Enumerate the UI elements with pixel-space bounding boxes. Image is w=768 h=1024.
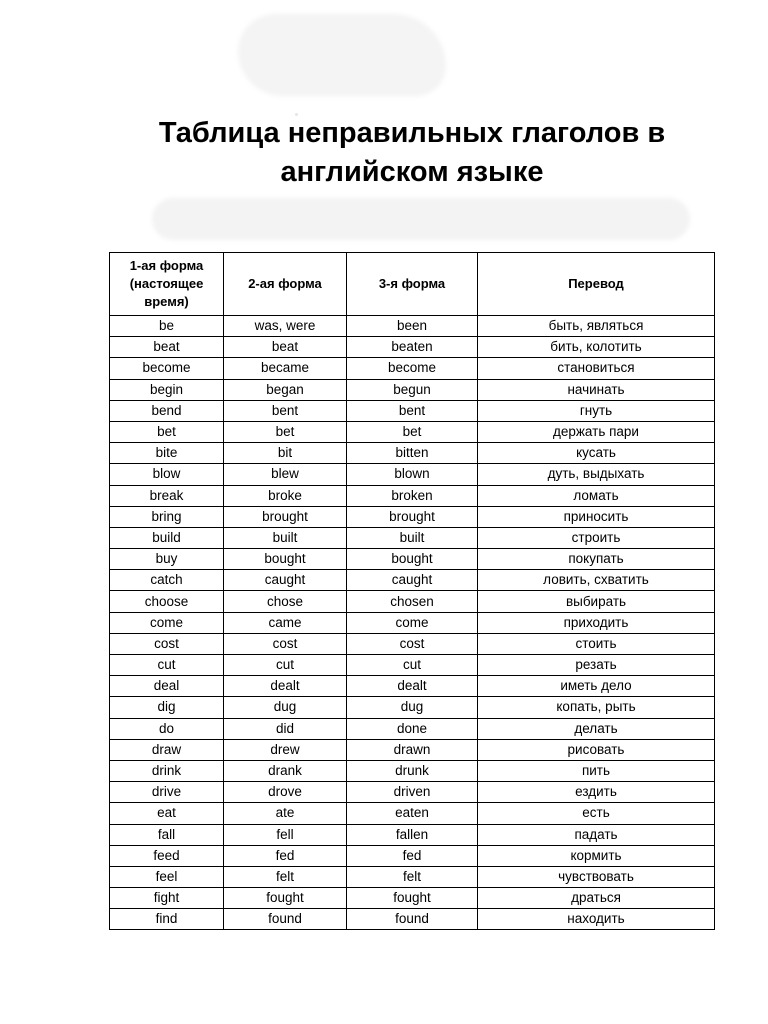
cell-form-1: drive	[110, 782, 224, 803]
cell-form-2: drew	[224, 739, 347, 760]
table-row	[110, 697, 715, 718]
cell-form-1: deal	[110, 676, 224, 697]
cell-form-1: feel	[110, 866, 224, 887]
cell-translation: начинать	[478, 379, 715, 400]
cell-form-1: bring	[110, 506, 224, 527]
cell-form-2: was, were	[224, 316, 347, 337]
cell-form-2: began	[224, 379, 347, 400]
cell-form-1: become	[110, 358, 224, 379]
header-form-1: 1-ая форма (настоящее время)	[110, 253, 224, 316]
cell-form-2: felt	[224, 866, 347, 887]
table-row	[110, 400, 715, 421]
cell-form-1: be	[110, 316, 224, 337]
cell-form-2: dealt	[224, 676, 347, 697]
cell-translation: выбирать	[478, 591, 715, 612]
cell-form-3: fallen	[347, 824, 478, 845]
cell-translation: иметь дело	[478, 676, 715, 697]
cell-form-3: done	[347, 718, 478, 739]
cell-form-1: begin	[110, 379, 224, 400]
cell-translation: копать, рыть	[478, 697, 715, 718]
cell-translation: гнуть	[478, 400, 715, 421]
cell-translation: приходить	[478, 612, 715, 633]
header-translation: Перевод	[478, 253, 715, 316]
cell-form-3: found	[347, 909, 478, 930]
cell-translation: бить, колотить	[478, 337, 715, 358]
cell-translation: пить	[478, 760, 715, 781]
table-row	[110, 379, 715, 400]
table-row	[110, 591, 715, 612]
cell-form-1: blow	[110, 464, 224, 485]
table-row	[110, 824, 715, 845]
cell-form-1: find	[110, 909, 224, 930]
cell-form-1: catch	[110, 570, 224, 591]
cell-translation: есть	[478, 803, 715, 824]
cell-translation: ловить, схватить	[478, 570, 715, 591]
table-row	[110, 612, 715, 633]
table-row	[110, 866, 715, 887]
cell-form-2: built	[224, 527, 347, 548]
cell-translation: рисовать	[478, 739, 715, 760]
cell-translation: кормить	[478, 845, 715, 866]
irregular-verbs-table	[109, 252, 715, 930]
cell-form-3: come	[347, 612, 478, 633]
table-row	[110, 676, 715, 697]
cell-form-3: chosen	[347, 591, 478, 612]
cell-translation: ездить	[478, 782, 715, 803]
cell-form-2: drove	[224, 782, 347, 803]
cell-form-1: bend	[110, 400, 224, 421]
cell-form-1: do	[110, 718, 224, 739]
table-row	[110, 506, 715, 527]
cell-form-3: bitten	[347, 443, 478, 464]
cell-form-2: cost	[224, 633, 347, 654]
header-form-3: 3-я форма	[347, 253, 478, 316]
cell-form-2: brought	[224, 506, 347, 527]
cell-form-1: build	[110, 527, 224, 548]
cell-form-2: found	[224, 909, 347, 930]
cell-form-3: cost	[347, 633, 478, 654]
page-title: Таблица неправильных глаголов в английском языке	[158, 117, 666, 188]
cell-form-3: fed	[347, 845, 478, 866]
cell-form-2: broke	[224, 485, 347, 506]
cell-translation: быть, являться	[478, 316, 715, 337]
cell-form-3: blown	[347, 464, 478, 485]
cell-form-3: become	[347, 358, 478, 379]
cell-form-3: brought	[347, 506, 478, 527]
table-row	[110, 782, 715, 803]
cell-form-3: drunk	[347, 760, 478, 781]
cell-form-3: drawn	[347, 739, 478, 760]
cell-form-3: beaten	[347, 337, 478, 358]
cell-form-2: fell	[224, 824, 347, 845]
cell-translation: дуть, выдыхать	[478, 464, 715, 485]
cell-translation: резать	[478, 655, 715, 676]
table-row	[110, 358, 715, 379]
cell-form-3: caught	[347, 570, 478, 591]
cell-form-1: dig	[110, 697, 224, 718]
cell-form-3: begun	[347, 379, 478, 400]
cell-form-2: cut	[224, 655, 347, 676]
cell-form-3: fought	[347, 888, 478, 909]
erased-mark-bottom	[152, 198, 690, 240]
cell-form-2: ate	[224, 803, 347, 824]
table-row	[110, 337, 715, 358]
cell-form-2: bet	[224, 421, 347, 442]
cell-form-3: bent	[347, 400, 478, 421]
cell-form-2: fought	[224, 888, 347, 909]
cell-translation: стоить	[478, 633, 715, 654]
cell-form-2: came	[224, 612, 347, 633]
cell-form-2: became	[224, 358, 347, 379]
cell-form-1: choose	[110, 591, 224, 612]
cell-form-3: built	[347, 527, 478, 548]
table-row	[110, 718, 715, 739]
cell-form-2: drank	[224, 760, 347, 781]
header-form-2: 2-ая форма	[224, 253, 347, 316]
cell-form-1: drink	[110, 760, 224, 781]
table-row	[110, 655, 715, 676]
cell-form-1: buy	[110, 549, 224, 570]
table-row	[110, 527, 715, 548]
cell-translation: падать	[478, 824, 715, 845]
cell-form-3: bet	[347, 421, 478, 442]
cell-form-3: bought	[347, 549, 478, 570]
table-row	[110, 443, 715, 464]
cell-form-1: eat	[110, 803, 224, 824]
table-row	[110, 739, 715, 760]
table-row	[110, 845, 715, 866]
cell-translation: держать пари	[478, 421, 715, 442]
cell-form-1: draw	[110, 739, 224, 760]
cell-form-2: did	[224, 718, 347, 739]
cell-form-3: been	[347, 316, 478, 337]
table-header-row	[110, 253, 715, 316]
cell-form-1: break	[110, 485, 224, 506]
table-row	[110, 909, 715, 930]
cell-form-1: bet	[110, 421, 224, 442]
cell-form-1: bite	[110, 443, 224, 464]
cell-form-2: bit	[224, 443, 347, 464]
cell-form-1: cost	[110, 633, 224, 654]
cell-form-1: feed	[110, 845, 224, 866]
cell-translation: покупать	[478, 549, 715, 570]
cell-form-2: caught	[224, 570, 347, 591]
cell-form-2: bent	[224, 400, 347, 421]
cell-translation: строить	[478, 527, 715, 548]
table-row	[110, 803, 715, 824]
cell-translation: ломать	[478, 485, 715, 506]
table-row	[110, 316, 715, 337]
erased-mark-top	[238, 14, 446, 96]
cell-translation: кусать	[478, 443, 715, 464]
cell-translation: чувствовать	[478, 866, 715, 887]
table-row	[110, 570, 715, 591]
cell-form-2: blew	[224, 464, 347, 485]
cell-form-3: felt	[347, 866, 478, 887]
cell-form-3: dug	[347, 697, 478, 718]
cell-form-1: fall	[110, 824, 224, 845]
cell-form-1: fight	[110, 888, 224, 909]
cell-form-2: fed	[224, 845, 347, 866]
cell-translation: делать	[478, 718, 715, 739]
cell-form-1: beat	[110, 337, 224, 358]
cell-translation: драться	[478, 888, 715, 909]
cell-form-2: dug	[224, 697, 347, 718]
cell-form-3: eaten	[347, 803, 478, 824]
cell-translation: приносить	[478, 506, 715, 527]
cell-form-3: cut	[347, 655, 478, 676]
cell-form-2: beat	[224, 337, 347, 358]
table-row	[110, 485, 715, 506]
table-row	[110, 888, 715, 909]
cell-form-1: come	[110, 612, 224, 633]
cell-translation: находить	[478, 909, 715, 930]
table-row	[110, 464, 715, 485]
cell-form-3: broken	[347, 485, 478, 506]
table-row	[110, 760, 715, 781]
cell-form-3: dealt	[347, 676, 478, 697]
cell-translation: становиться	[478, 358, 715, 379]
cell-form-3: driven	[347, 782, 478, 803]
table-row	[110, 633, 715, 654]
table-row	[110, 421, 715, 442]
cell-form-1: cut	[110, 655, 224, 676]
cell-form-2: chose	[224, 591, 347, 612]
cell-form-2: bought	[224, 549, 347, 570]
table-row	[110, 549, 715, 570]
